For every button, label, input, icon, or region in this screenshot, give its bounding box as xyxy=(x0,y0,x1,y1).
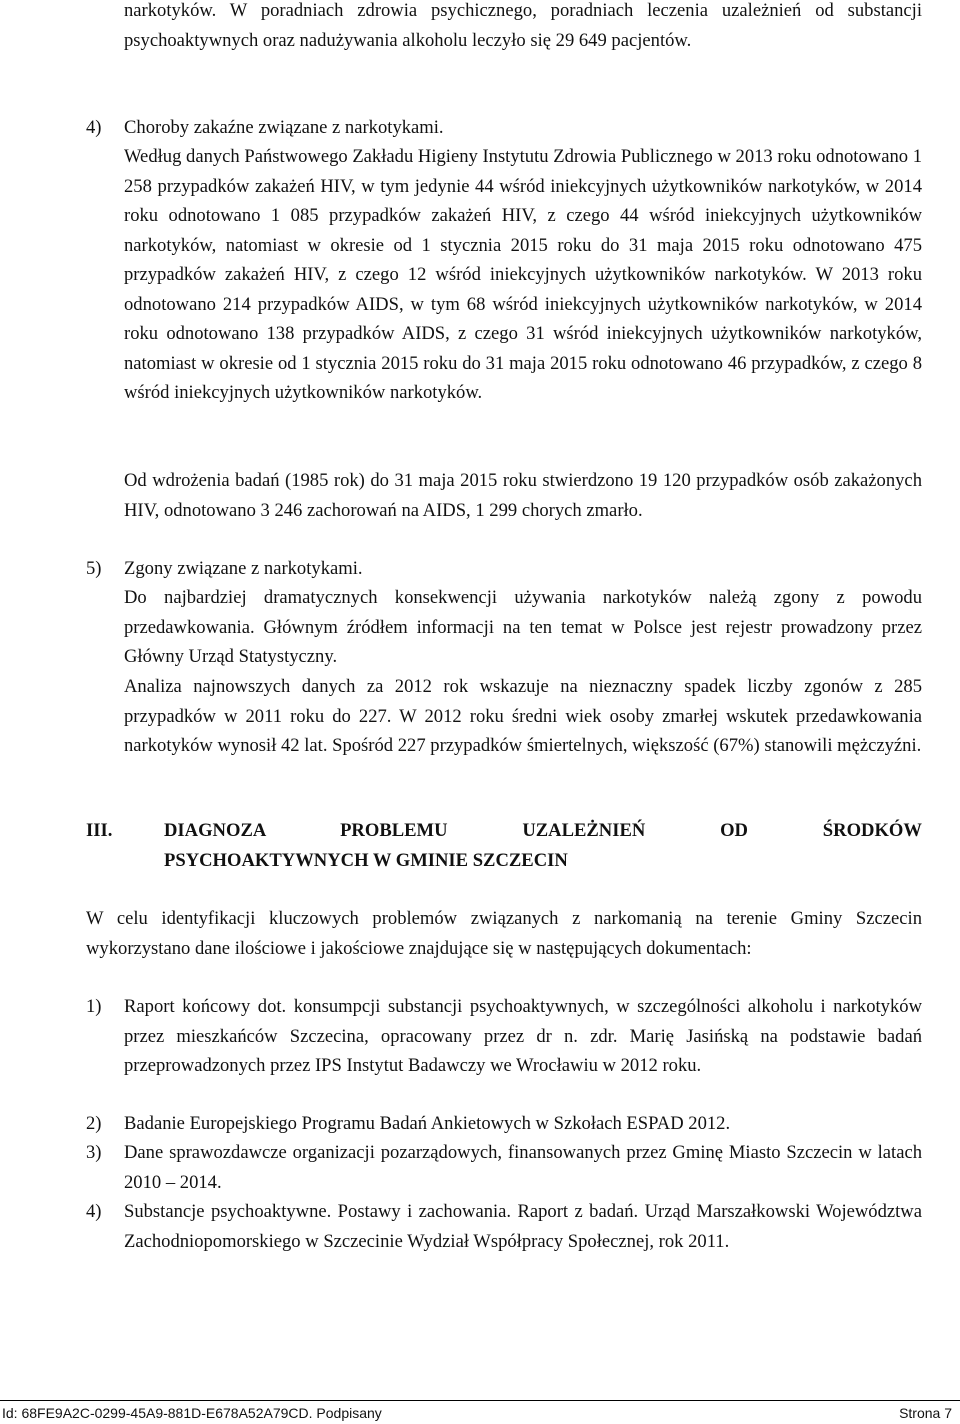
footer-page-number: Strona 7 xyxy=(899,1405,952,1421)
chapter-title-line-1: DIAGNOZA PROBLEMU UZALEŻNIEŃ OD ŚRODKÓW xyxy=(164,820,922,841)
section-4-title: Choroby zakaźne związane z narkotykami. xyxy=(124,117,444,138)
continuation-paragraph: narkotyków. W poradniach zdrowia psychicznego, poradniach leczenia uzależnień od substancji psychoaktywnych oraz nadużywania alkoholu leczyło się 29 649 pacjentów. xyxy=(124,0,922,51)
document-1-number: 1) xyxy=(86,996,102,1017)
section-4-paragraph-2: Od wdrożenia badań (1985 rok) do 31 maja 2015 roku stwierdzono 19 120 przypadków osób zakażonych HIV, odnotowano 3 246 zachorowań na AIDS, 1 299 chorych zmarło. xyxy=(124,470,922,521)
document-2-number: 2) xyxy=(86,1113,102,1134)
section-4-number: 4) xyxy=(86,117,102,138)
footer-divider xyxy=(0,1400,960,1401)
section-5-paragraph-1: Do najbardziej dramatycznych konsekwencji używania narkotyków należą zgony z powodu przedawkowania. Głównym źródłem informacji na ten temat w Polsce jest rejestr prowadzony przez Główny Urząd Statystyczny. xyxy=(124,587,922,667)
chapter-number: III. xyxy=(86,820,113,841)
document-1-text: Raport końcowy dot. konsumpcji substancji psychoaktywnych, w szczególności alkoholu i narkotyków przez mieszkańców Szczecina, opracowany przez dr n. zdr. Marię Jasińską na podstawie badań przeprowadzonych przez IPS Instytut Badawczy we Wrocławiu w 2012 roku. xyxy=(124,996,922,1076)
document-3-number: 3) xyxy=(86,1142,102,1163)
document-4-text: Substancje psychoaktywne. Postawy i zachowania. Raport z badań. Urząd Marszałkowski Województwa Zachodniopomorskiego w Szczecinie Wydział Współpracy Społecznej, rok 2011. xyxy=(124,1201,922,1252)
footer-document-id: Id: 68FE9A2C-0299-45A9-881D-E678A52A79CD. Podpisany xyxy=(2,1405,382,1421)
intro-paragraph: W celu identyfikacji kluczowych problemów związanych z narkomanią na terenie Gminy Szczecin wykorzystano dane ilościowe i jakościowe znajdujące się w następujących dokumentach: xyxy=(86,908,922,959)
section-5-number: 5) xyxy=(86,558,102,579)
section-4-paragraph-1: Według danych Państwowego Zakładu Higieny Instytutu Zdrowia Publicznego w 2013 roku odnotowano 1 258 przypadków zakażeń HIV, w tym jedynie 44 wśród iniekcyjnych użytkowników narkotyków, w 2014 roku odnotowano 1 085 przypadków zakażeń HIV, z czego 44 wśród iniekcyjnych użytkowników narkotyków, natomiast w okresie od 1 stycznia 2015 roku do 31 maja 2015 roku odnotowano 475 przypadków zakażeń HIV, z czego 12 wśród iniekcyjnych użytkowników narkotyków. W 2013 roku odnotowano 214 przypadków AIDS, w tym 68 wśród iniekcyjnych użytkowników narkotyków, w 2014 roku odnotowano 138 przypadków AIDS, z czego 31 wśród iniekcyjnych użytkowników narkotyków, natomiast w okresie od 1 stycznia 2015 roku do 31 maja 2015 roku odnotowano 46 przypadków, z czego 8 wśród iniekcyjnych użytkowników narkotyków. xyxy=(124,146,922,403)
section-5-paragraph-2: Analiza najnowszych danych za 2012 rok wskazuje na nieznaczny spadek liczby zgonów z 285 przypadków w 2011 roku do 227. W 2012 roku średni wiek osoby zmarłej wskutek przedawkowania narkotyków wynosił 42 lat. Spośród 227 przypadków śmiertelnych, większość (67%) stanowili mężczyźni. xyxy=(124,676,922,756)
chapter-title-line-2: PSYCHOAKTYWNYCH W GMINIE SZCZECIN xyxy=(164,849,568,871)
document-2-text: Badanie Europejskiego Programu Badań Ankietowych w Szkołach ESPAD 2012. xyxy=(124,1113,731,1134)
document-4-number: 4) xyxy=(86,1201,102,1222)
document-3-text: Dane sprawozdawcze organizacji pozarządowych, finansowanych przez Gminę Miasto Szczecin w latach 2010 – 2014. xyxy=(124,1142,922,1193)
section-5-title: Zgony związane z narkotykami. xyxy=(124,558,363,579)
